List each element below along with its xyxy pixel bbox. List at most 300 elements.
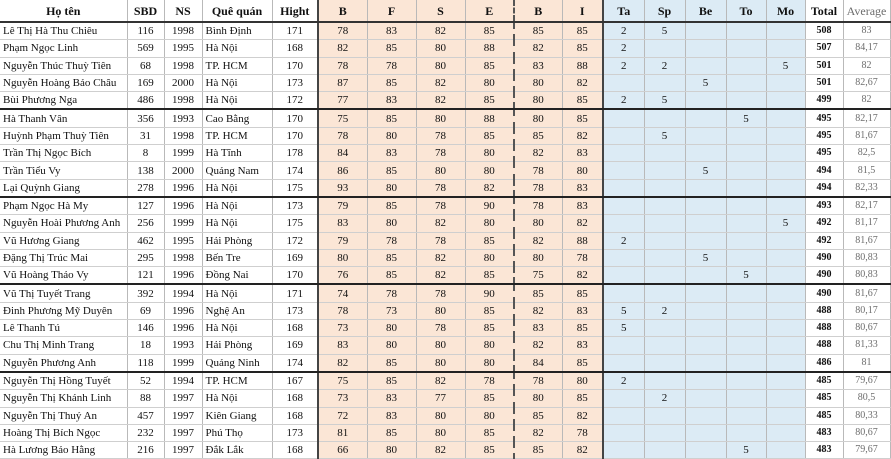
cell-sbd: 118 <box>127 354 164 372</box>
cell-s: 78 <box>416 127 465 144</box>
cell-average: 80,67 <box>843 320 890 337</box>
cell-be <box>685 92 726 110</box>
cell-mo <box>766 302 805 319</box>
cell-mo <box>766 127 805 144</box>
cell-que-quan: Đồng Nai <box>202 267 272 285</box>
cell-b1: 83 <box>318 337 367 354</box>
cell-b1: 93 <box>318 179 367 197</box>
cell-total: 495 <box>805 145 843 162</box>
cell-b2: 75 <box>514 267 562 285</box>
cell-total: 488 <box>805 320 843 337</box>
cell-to <box>726 57 766 74</box>
cell-total: 499 <box>805 92 843 110</box>
cell-s: 78 <box>416 232 465 249</box>
cell-b1: 82 <box>318 354 367 372</box>
cell-to: 5 <box>726 109 766 127</box>
cell-average: 81 <box>843 354 890 372</box>
cell-b2: 82 <box>514 424 562 441</box>
cell-s: 78 <box>416 284 465 302</box>
cell-i: 82 <box>562 74 603 91</box>
cell-e: 85 <box>465 232 514 249</box>
cell-sbd: 392 <box>127 284 164 302</box>
cell-average: 81,67 <box>843 284 890 302</box>
cell-be <box>685 284 726 302</box>
cell-be <box>685 354 726 372</box>
cell-s: 80 <box>416 337 465 354</box>
header-f: F <box>367 0 416 22</box>
cell-b2: 80 <box>514 74 562 91</box>
cell-i: 85 <box>562 40 603 57</box>
cell-b2: 78 <box>514 179 562 197</box>
cell-ta <box>603 145 644 162</box>
cell-sp <box>644 74 685 91</box>
cell-b1: 82 <box>318 40 367 57</box>
cell-total: 508 <box>805 22 843 40</box>
cell-f: 80 <box>367 179 416 197</box>
cell-b1: 87 <box>318 74 367 91</box>
cell-sp <box>644 179 685 197</box>
cell-average: 80,5 <box>843 390 890 407</box>
cell-be <box>685 57 726 74</box>
cell-name: Đinh Phương Mỹ Duyên <box>0 302 127 319</box>
cell-f: 85 <box>367 197 416 215</box>
cell-ns: 1994 <box>164 284 202 302</box>
cell-e: 88 <box>465 40 514 57</box>
cell-s: 82 <box>416 74 465 91</box>
cell-s: 82 <box>416 372 465 390</box>
cell-ns: 1993 <box>164 109 202 127</box>
cell-be: 5 <box>685 162 726 179</box>
cell-average: 80,17 <box>843 302 890 319</box>
cell-be <box>685 372 726 390</box>
cell-ns: 2000 <box>164 74 202 91</box>
cell-que-quan: Hà Nội <box>202 215 272 232</box>
cell-mo: 5 <box>766 57 805 74</box>
cell-f: 85 <box>367 372 416 390</box>
cell-name: Đặng Thị Trúc Mai <box>0 249 127 266</box>
cell-name: Lại Quỳnh Giang <box>0 179 127 197</box>
cell-to <box>726 232 766 249</box>
cell-ns: 2000 <box>164 162 202 179</box>
cell-ns: 1996 <box>164 320 202 337</box>
cell-f: 85 <box>367 354 416 372</box>
cell-b2: 80 <box>514 390 562 407</box>
cell-e: 85 <box>465 442 514 459</box>
cell-i: 85 <box>562 354 603 372</box>
cell-to <box>726 320 766 337</box>
cell-que-quan: TP. HCM <box>202 127 272 144</box>
cell-average: 82,67 <box>843 74 890 91</box>
cell-ta <box>603 162 644 179</box>
header-ns: NS <box>164 0 202 22</box>
cell-hight: 172 <box>272 232 318 249</box>
cell-name: Vũ Hương Giang <box>0 232 127 249</box>
cell-ta <box>603 337 644 354</box>
cell-e: 78 <box>465 372 514 390</box>
cell-hight: 170 <box>272 57 318 74</box>
cell-sbd: 18 <box>127 337 164 354</box>
cell-ta <box>603 354 644 372</box>
table-row <box>0 127 890 144</box>
cell-e: 85 <box>465 267 514 285</box>
cell-e: 85 <box>465 92 514 110</box>
cell-f: 83 <box>367 145 416 162</box>
cell-f: 85 <box>367 249 416 266</box>
cell-ns: 1998 <box>164 57 202 74</box>
cell-ta <box>603 197 644 215</box>
cell-i: 88 <box>562 57 603 74</box>
cell-b2: 82 <box>514 337 562 354</box>
cell-que-quan: Hà Nội <box>202 320 272 337</box>
cell-be <box>685 232 726 249</box>
cell-que-quan: Hà Nội <box>202 197 272 215</box>
cell-to <box>726 284 766 302</box>
cell-sp <box>644 40 685 57</box>
cell-i: 80 <box>562 372 603 390</box>
cell-hight: 170 <box>272 109 318 127</box>
cell-mo <box>766 109 805 127</box>
cell-que-quan: Cao Bằng <box>202 109 272 127</box>
cell-ta <box>603 284 644 302</box>
cell-to <box>726 74 766 91</box>
cell-que-quan: Quảng Ninh <box>202 354 272 372</box>
cell-sp <box>644 354 685 372</box>
cell-sp: 2 <box>644 302 685 319</box>
cell-i: 88 <box>562 232 603 249</box>
cell-sbd: 146 <box>127 320 164 337</box>
cell-sbd: 232 <box>127 424 164 441</box>
cell-f: 85 <box>367 424 416 441</box>
cell-ta <box>603 179 644 197</box>
cell-total: 483 <box>805 424 843 441</box>
cell-ta <box>603 407 644 424</box>
cell-s: 82 <box>416 92 465 110</box>
cell-sp: 2 <box>644 390 685 407</box>
cell-s: 78 <box>416 320 465 337</box>
cell-mo <box>766 337 805 354</box>
header-average: Average <box>843 0 890 22</box>
cell-name: Hoàng Thị Bích Ngọc <box>0 424 127 441</box>
cell-s: 82 <box>416 267 465 285</box>
cell-s: 77 <box>416 390 465 407</box>
cell-hight: 171 <box>272 22 318 40</box>
header-que-quan: Quê quán <box>202 0 272 22</box>
cell-to <box>726 249 766 266</box>
header-hight: Hight <box>272 0 318 22</box>
cell-b1: 72 <box>318 407 367 424</box>
cell-e: 80 <box>465 354 514 372</box>
table-row <box>0 337 890 354</box>
table-row <box>0 197 890 215</box>
cell-mo <box>766 424 805 441</box>
cell-b2: 84 <box>514 354 562 372</box>
cell-que-quan: Quảng Nam <box>202 162 272 179</box>
cell-average: 82 <box>843 92 890 110</box>
cell-mo <box>766 179 805 197</box>
cell-b1: 79 <box>318 197 367 215</box>
cell-mo <box>766 40 805 57</box>
cell-e: 85 <box>465 57 514 74</box>
table-row <box>0 215 890 232</box>
cell-average: 80,83 <box>843 249 890 266</box>
cell-f: 85 <box>367 267 416 285</box>
cell-be <box>685 337 726 354</box>
cell-name: Trần Thị Ngọc Bích <box>0 145 127 162</box>
cell-s: 80 <box>416 424 465 441</box>
cell-average: 82,17 <box>843 109 890 127</box>
table-row <box>0 162 890 179</box>
cell-to <box>726 162 766 179</box>
cell-ns: 1996 <box>164 267 202 285</box>
cell-hight: 168 <box>272 407 318 424</box>
cell-b2: 82 <box>514 232 562 249</box>
cell-sp <box>644 215 685 232</box>
cell-s: 80 <box>416 109 465 127</box>
cell-ns: 1995 <box>164 232 202 249</box>
cell-e: 80 <box>465 249 514 266</box>
cell-s: 80 <box>416 162 465 179</box>
cell-que-quan: Kiên Giang <box>202 407 272 424</box>
cell-total: 490 <box>805 249 843 266</box>
cell-average: 80,33 <box>843 407 890 424</box>
cell-ta: 2 <box>603 372 644 390</box>
cell-to <box>726 197 766 215</box>
cell-total: 501 <box>805 74 843 91</box>
cell-i: 83 <box>562 337 603 354</box>
cell-sp <box>644 145 685 162</box>
cell-b1: 76 <box>318 267 367 285</box>
cell-mo <box>766 162 805 179</box>
cell-mo <box>766 390 805 407</box>
cell-ns: 1994 <box>164 372 202 390</box>
cell-f: 80 <box>367 337 416 354</box>
cell-name: Lê Thị Hà Thu Chiêu <box>0 22 127 40</box>
cell-que-quan: Hà Nội <box>202 390 272 407</box>
cell-mo <box>766 232 805 249</box>
cell-ta: 5 <box>603 302 644 319</box>
cell-be <box>685 127 726 144</box>
cell-b2: 78 <box>514 162 562 179</box>
cell-name: Lê Thanh Tú <box>0 320 127 337</box>
cell-mo <box>766 267 805 285</box>
cell-que-quan: Hà Tĩnh <box>202 145 272 162</box>
cell-average: 81,33 <box>843 337 890 354</box>
cell-i: 85 <box>562 320 603 337</box>
cell-to <box>726 22 766 40</box>
header-be: Be <box>685 0 726 22</box>
header-ta: Ta <box>603 0 644 22</box>
cell-e: 88 <box>465 109 514 127</box>
cell-mo <box>766 354 805 372</box>
cell-be <box>685 40 726 57</box>
cell-e: 80 <box>465 162 514 179</box>
cell-sbd: 169 <box>127 74 164 91</box>
cell-total: 494 <box>805 179 843 197</box>
table-row <box>0 267 890 285</box>
cell-sp <box>644 372 685 390</box>
cell-average: 81,17 <box>843 215 890 232</box>
cell-e: 90 <box>465 284 514 302</box>
cell-ns: 1997 <box>164 407 202 424</box>
cell-sbd: 88 <box>127 390 164 407</box>
cell-b1: 75 <box>318 372 367 390</box>
cell-be <box>685 442 726 459</box>
cell-mo <box>766 407 805 424</box>
cell-b2: 85 <box>514 442 562 459</box>
cell-f: 80 <box>367 442 416 459</box>
cell-hight: 170 <box>272 127 318 144</box>
cell-i: 78 <box>562 424 603 441</box>
cell-e: 85 <box>465 22 514 40</box>
cell-f: 85 <box>367 162 416 179</box>
cell-to: 5 <box>726 442 766 459</box>
cell-be: 5 <box>685 249 726 266</box>
header-total: Total <box>805 0 843 22</box>
cell-que-quan: Đắk Lắk <box>202 442 272 459</box>
cell-e: 80 <box>465 407 514 424</box>
cell-to <box>726 127 766 144</box>
cell-to <box>726 179 766 197</box>
cell-ns: 1999 <box>164 215 202 232</box>
cell-s: 80 <box>416 354 465 372</box>
cell-to <box>726 407 766 424</box>
cell-e: 85 <box>465 424 514 441</box>
cell-s: 82 <box>416 215 465 232</box>
cell-f: 83 <box>367 407 416 424</box>
cell-name: Phạm Ngọc Linh <box>0 40 127 57</box>
cell-sbd: 457 <box>127 407 164 424</box>
cell-i: 82 <box>562 442 603 459</box>
header-s: S <box>416 0 465 22</box>
cell-average: 84,17 <box>843 40 890 57</box>
cell-f: 73 <box>367 302 416 319</box>
cell-b2: 80 <box>514 109 562 127</box>
cell-sbd: 116 <box>127 22 164 40</box>
cell-mo <box>766 320 805 337</box>
cell-b1: 75 <box>318 109 367 127</box>
cell-b2: 82 <box>514 40 562 57</box>
cell-ns: 1998 <box>164 127 202 144</box>
cell-f: 85 <box>367 74 416 91</box>
cell-ns: 1993 <box>164 337 202 354</box>
cell-average: 82,5 <box>843 145 890 162</box>
cell-b1: 78 <box>318 302 367 319</box>
table-row <box>0 74 890 91</box>
cell-i: 83 <box>562 197 603 215</box>
cell-b2: 85 <box>514 407 562 424</box>
cell-b2: 82 <box>514 145 562 162</box>
cell-hight: 173 <box>272 424 318 441</box>
cell-hight: 169 <box>272 249 318 266</box>
cell-b2: 85 <box>514 284 562 302</box>
cell-f: 80 <box>367 215 416 232</box>
table-row <box>0 109 890 127</box>
cell-s: 78 <box>416 179 465 197</box>
cell-sp <box>644 407 685 424</box>
cell-sp <box>644 424 685 441</box>
cell-hight: 178 <box>272 145 318 162</box>
cell-e: 80 <box>465 145 514 162</box>
cell-total: 485 <box>805 407 843 424</box>
cell-sbd: 31 <box>127 127 164 144</box>
header-mo: Mo <box>766 0 805 22</box>
cell-average: 79,67 <box>843 442 890 459</box>
cell-mo <box>766 284 805 302</box>
cell-sp: 2 <box>644 57 685 74</box>
cell-to <box>726 40 766 57</box>
cell-sbd: 121 <box>127 267 164 285</box>
cell-ta <box>603 424 644 441</box>
cell-ta <box>603 74 644 91</box>
header-sp: Sp <box>644 0 685 22</box>
cell-sbd: 278 <box>127 179 164 197</box>
table-row <box>0 284 890 302</box>
cell-mo <box>766 197 805 215</box>
cell-to <box>726 390 766 407</box>
cell-ta <box>603 215 644 232</box>
cell-b1: 80 <box>318 249 367 266</box>
cell-e: 85 <box>465 390 514 407</box>
cell-ns: 1997 <box>164 390 202 407</box>
cell-ns: 1996 <box>164 302 202 319</box>
cell-b2: 78 <box>514 197 562 215</box>
cell-ta: 2 <box>603 232 644 249</box>
cell-to <box>726 354 766 372</box>
cell-ns: 1999 <box>164 354 202 372</box>
cell-be <box>685 267 726 285</box>
cell-sbd: 69 <box>127 302 164 319</box>
cell-sp <box>644 109 685 127</box>
cell-s: 80 <box>416 302 465 319</box>
cell-f: 83 <box>367 390 416 407</box>
cell-name: Hà Lương Bảo Hằng <box>0 442 127 459</box>
cell-total: 485 <box>805 390 843 407</box>
header-b1: B <box>318 0 367 22</box>
cell-b1: 78 <box>318 57 367 74</box>
cell-hight: 173 <box>272 197 318 215</box>
cell-sp: 5 <box>644 22 685 40</box>
table-row <box>0 390 890 407</box>
cell-total: 485 <box>805 372 843 390</box>
table-row <box>0 407 890 424</box>
cell-sp <box>644 442 685 459</box>
cell-hight: 168 <box>272 40 318 57</box>
cell-i: 85 <box>562 109 603 127</box>
cell-mo <box>766 92 805 110</box>
cell-name: Nguyễn Phương Anh <box>0 354 127 372</box>
cell-b2: 80 <box>514 92 562 110</box>
cell-que-quan: TP. HCM <box>202 372 272 390</box>
cell-sp: 5 <box>644 92 685 110</box>
cell-i: 83 <box>562 179 603 197</box>
cell-be <box>685 109 726 127</box>
cell-mo <box>766 145 805 162</box>
cell-name: Huỳnh Phạm Thuỳ Tiên <box>0 127 127 144</box>
cell-name: Nguyễn Thúc Thuỳ Tiên <box>0 57 127 74</box>
cell-ta <box>603 267 644 285</box>
cell-ta <box>603 249 644 266</box>
cell-to <box>726 424 766 441</box>
table-body <box>0 22 890 459</box>
cell-b1: 81 <box>318 424 367 441</box>
cell-s: 80 <box>416 40 465 57</box>
cell-name: Trần Tiểu Vy <box>0 162 127 179</box>
cell-i: 78 <box>562 249 603 266</box>
cell-que-quan: Hải Phòng <box>202 337 272 354</box>
cell-total: 486 <box>805 354 843 372</box>
cell-s: 78 <box>416 197 465 215</box>
cell-e: 90 <box>465 197 514 215</box>
